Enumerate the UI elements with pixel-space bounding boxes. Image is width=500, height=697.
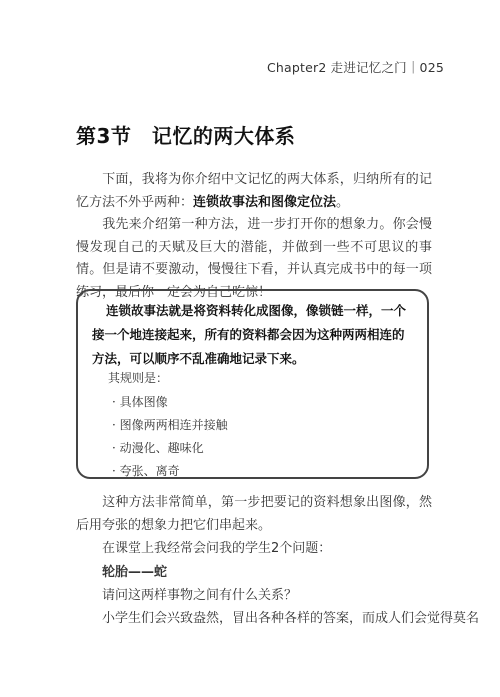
- rule-item: · 动漫化、趣味化: [112, 441, 204, 455]
- rule-item: · 夸张、离奇: [112, 464, 180, 478]
- method-definition-text: 连锁故事法就是将资料转化成图像，像锁链一样，一个接一个地连接起来，所有的资料都会因为这种两两相连的方法，可以顺序不乱准确地记录下来。: [92, 303, 407, 366]
- section-title: 第3节 记忆的两大体系: [76, 124, 296, 148]
- body-paragraph-3: [76, 492, 432, 537]
- intro-p1-end: 。: [336, 194, 350, 210]
- body-p3-text: 这种方法非常简单，第一步把要记的资料想象出图像，然后用夸张的想象力把它们串起来。: [76, 495, 432, 533]
- intro-p2-text: 我先来介绍第一种方法，进一步打开你的想象力。你会慢慢发现自己的天赋及巨大的潜能，并做到一些不可思议的事情。但是请不要激动，慢慢往下看，并认真完成书中的每一项练习，最后你一定会为自己吃惊！: [76, 217, 432, 300]
- intro-p1-start: 下面，我将为你介绍中文记忆的两大体系，归纳所有的记忆方法不外乎两种：: [76, 172, 432, 210]
- rule-item: · 具体图像: [112, 395, 168, 409]
- method-box: [76, 289, 429, 479]
- body-paragraph-4: 在课堂上我经常会问我的学生2个问题：: [102, 541, 332, 556]
- intro-p1-bold: 连锁故事法和图像定位法: [193, 194, 337, 210]
- example-pair: 轮胎——蛇: [102, 565, 168, 580]
- body-paragraph-5: 小学生们会兴致盎然，冒出各种各样的答案，而成人们会觉得莫名: [102, 611, 480, 626]
- rules-title: 其规则是：: [108, 371, 169, 385]
- intro-paragraph-1: [76, 169, 432, 214]
- rule-item: · 图像两两相连并接触: [112, 418, 228, 432]
- running-header: Chapter2 走进记忆之门｜025: [266, 60, 444, 75]
- method-definition: [92, 299, 414, 371]
- question-line: 请问这两样事物之间有什么关系？: [102, 588, 298, 603]
